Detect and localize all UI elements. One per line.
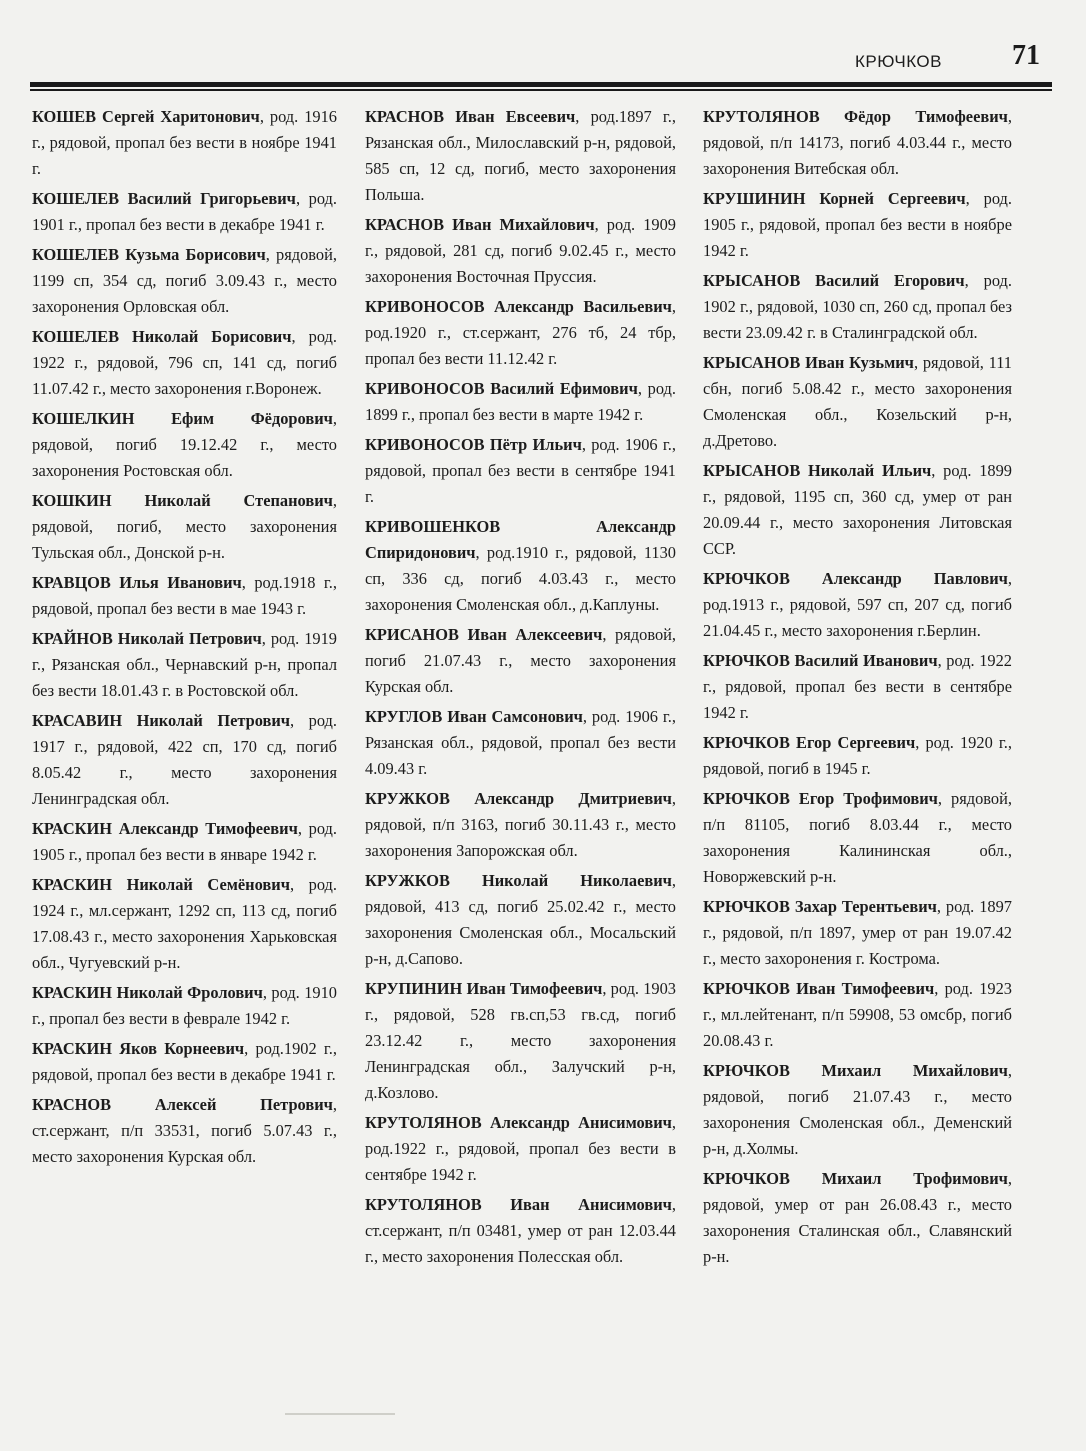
list-item [703,268,1012,346]
entry-name: КРЫСАНОВ Иван Кузьмич [703,353,914,372]
column-2 [365,104,676,1274]
list-item [703,458,1012,562]
entry-details: , рядовой, погиб 19.12.42 г., место захоронения Ростовская обл. [32,409,337,480]
entry-name: КРИВОШЕНКОВ Александр Спиридонович [365,517,676,562]
entry-details: , рядовой, п/п 3163, погиб 30.11.43 г., место захоронения Запорожская обл. [365,789,676,860]
list-item [365,868,676,972]
entry-name: КРЮЧКОВ Егор Трофимович [703,789,938,808]
entry-name: КРЮЧКОВ Захар Терентьевич [703,897,937,916]
list-item [365,1110,676,1188]
entry-details: , род. 1903 г., рядовой, 528 гв.сп,53 гв.сд, погиб 23.12.42 г., место захоронения Ленинградская обл., Залучский р-н, д.Козлово. [365,979,676,1102]
running-head: КРЮЧКОВ [855,52,942,71]
list-item [365,376,676,428]
entry-details: , род. 1905 г., пропал без вести в январе 1942 г. [32,819,337,864]
entry-name: КОШКИН Николай Степанович [32,491,333,510]
entry-details: , род. 1899 г., пропал без вести в марте 1942 г. [365,379,676,424]
entry-name: КРАСКИН Николай Фролович [32,983,263,1002]
column-1 [32,104,337,1174]
page-header [30,40,1052,80]
entry-name: КРЫСАНОВ Николай Ильич [703,461,932,480]
list-item [703,1058,1012,1162]
list-item [32,708,337,812]
entry-details: , ст.сержант, п/п 33531, погиб 5.07.43 г., место захоронения Курская обл. [32,1095,337,1166]
entry-name: КРАСАВИН Николай Петрович [32,711,291,730]
entry-name: КРУПИНИН Иван Тимофеевич [365,979,603,998]
list-item [32,406,337,484]
entry-name: КРЮЧКОВ Александр Павлович [703,569,1008,588]
entry-name: КРАЙНОВ Николай Петрович [32,629,262,648]
list-item [703,186,1012,264]
entry-details: , род. 1905 г., рядовой, пропал без вести в ноябре 1942 г. [703,189,1012,260]
entry-name: КРАСНОВ Алексей Петрович [32,1095,333,1114]
entry-name: КРУГЛОВ Иван Самсонович [365,707,583,726]
list-item [365,104,676,208]
entry-details: , рядовой, погиб, место захоронения Тульская обл., Донской р-н. [32,491,337,562]
entry-name: КРИВОНОСОВ Александр Васильевич [365,297,672,316]
entry-details: , род. 1919 г., Рязанская обл., Чернавский р-н, пропал без вести 18.01.43 г. в Ростовской обл. [32,629,337,700]
entry-name: КРУЖКОВ Александр Дмитриевич [365,789,672,808]
entry-name: КРУТОЛЯНОВ Александр Анисимович [365,1113,672,1132]
entry-details: , рядовой, погиб 21.07.43 г., место захоронения Смоленская обл., Деменский р-н, д.Холмы. [703,1061,1012,1158]
list-item [32,488,337,566]
list-item [365,704,676,782]
entry-name: КРАВЦОВ Илья Иванович [32,573,242,592]
entry-details: , рядовой, 111 сбн, погиб 5.08.42 г., место захоронения Смоленская обл., Козельский р-н, д.Дретово. [703,353,1012,450]
list-item [703,730,1012,782]
entry-name: КРАСКИН Александр Тимофеевич [32,819,298,838]
list-item [365,294,676,372]
list-item [365,212,676,290]
list-item [32,104,337,182]
entry-details: , род.1910 г., рядовой, 1130 сп, 336 сд, погиб 4.03.43 г., место захоронения Смоленская обл., д.Каплуны. [365,543,676,614]
list-item [32,242,337,320]
entry-details: , рядовой, умер от ран 26.08.43 г., место захоронения Сталинская обл., Славянский р-н. [703,1169,1012,1266]
list-item [32,1092,337,1170]
list-item [365,514,676,618]
header-rule-thin [30,89,1052,91]
entry-details: , род. 1922 г., рядовой, 796 сп, 141 сд, погиб 11.07.42 г., место захоронения г.Воронеж. [32,327,337,398]
list-item [703,104,1012,182]
entry-details: , род.1913 г., рядовой, 597 сп, 207 сд, погиб 21.04.45 г., место захоронения г.Берлин. [703,569,1012,640]
entry-name: КРЮЧКОВ Михаил Михайлович [703,1061,1008,1080]
entry-details: , рядовой, 1199 сп, 354 сд, погиб 3.09.43 г., место захоронения Орловская обл. [32,245,337,316]
entry-name: КОШЕЛЕВ Василий Григорьевич [32,189,296,208]
entry-name: КРЮЧКОВ Егор Сергеевич [703,733,916,752]
entry-name: КОШЕЛЕВ Кузьма Борисович [32,245,266,264]
list-item [32,816,337,868]
entry-details: , род. 1916 г., рядовой, пропал без вести в ноябре 1941 г. [32,107,337,178]
list-item [703,648,1012,726]
list-item [32,626,337,704]
entry-name: КРИСАНОВ Иван Алексеевич [365,625,603,644]
scan-mark [285,1413,395,1415]
entry-details: , род. 1906 г., рядовой, пропал без вести в сентябре 1941 г. [365,435,676,506]
entry-details: , род. 1906 г., Рязанская обл., рядовой, пропал без вести 4.09.43 г. [365,707,676,778]
entry-details: , род. 1917 г., рядовой, 422 сп, 170 сд, погиб 8.05.42 г., место захоронения Ленинградская обл. [32,711,337,808]
list-item [365,622,676,700]
entry-details: , род.1902 г., рядовой, пропал без вести в декабре 1941 г. [32,1039,337,1084]
entry-details: , род.1897 г., Рязанская обл., Милославский р-н, рядовой, 585 сп, 12 сд, погиб, место захоронения Польша. [365,107,676,204]
list-item [703,894,1012,972]
entry-name: КРЮЧКОВ Иван Тимофеевич [703,979,935,998]
entry-details: , род. 1909 г., рядовой, 281 сд, погиб 9.02.45 г., место захоронения Восточная Пруссия. [365,215,676,286]
list-item [365,976,676,1106]
entry-name: КРУЖКОВ Николай Николаевич [365,871,672,890]
entry-name: КРЮЧКОВ Михаил Трофимович [703,1169,1008,1188]
entry-details: , род. 1922 г., рядовой, пропал без вести в сентябре 1942 г. [703,651,1012,722]
list-item [703,786,1012,890]
entry-details: , род.1918 г., рядовой, пропал без вести в мае 1943 г. [32,573,337,618]
entry-details: , род. 1897 г., рядовой, п/п 1897, умер от ран 19.07.42 г., место захоронения г. Кострома. [703,897,1012,968]
entry-details: , рядовой, 413 сд, погиб 25.02.42 г., место захоронения Смоленская обл., Мосальский р-н, д.Сапово. [365,871,676,968]
entry-details: , род. 1901 г., пропал без вести в декабре 1941 г. [32,189,337,234]
entry-details: , род. 1899 г., рядовой, 1195 сп, 360 сд, умер от ран 20.09.44 г., место захоронения Литовская ССР. [703,461,1012,558]
entry-name: КРУШИНИН Корней Сергеевич [703,189,966,208]
entry-name: КРУТОЛЯНОВ Фёдор Тимофеевич [703,107,1008,126]
list-item [32,980,337,1032]
list-item [32,1036,337,1088]
entry-name: КРЫСАНОВ Василий Егорович [703,271,965,290]
entry-details: , рядовой, погиб 21.07.43 г., место захоронения Курская обл. [365,625,677,696]
column-3 [703,104,1012,1274]
list-item [703,350,1012,454]
entry-details: , род. 1924 г., мл.сержант, 1292 сп, 113 сд, погиб 17.08.43 г., место захоронения Харьковская обл., Чугуевский р-н. [32,875,337,972]
entry-details: , ст.сержант, п/п 03481, умер от ран 12.03.44 г., место захоронения Полесская обл. [365,1195,676,1266]
list-item [365,1192,676,1270]
header-rule-thick [30,82,1052,87]
entry-name: КРАСКИН Яков Корнеевич [32,1039,245,1058]
entry-name: КРЮЧКОВ Василий Иванович [703,651,938,670]
entry-name: КОШЕВ Сергей Харитонович [32,107,260,126]
entry-name: КРУТОЛЯНОВ Иван Анисимович [365,1195,672,1214]
entry-columns [32,104,1032,1424]
list-item [32,872,337,976]
page-number: 71 [1012,40,1040,71]
list-item [365,786,676,864]
list-item [703,566,1012,644]
list-item [32,570,337,622]
entry-name: КРАСНОВ Иван Михайлович [365,215,595,234]
entry-name: КОШЕЛКИН Ефим Фёдорович [32,409,333,428]
list-item [703,976,1012,1054]
entry-details: , род. 1902 г., рядовой, 1030 сп, 260 сд, пропал без вести 23.09.42 г. в Сталинградской обл. [703,271,1012,342]
entry-details: , род. 1923 г., мл.лейтенант, п/п 59908, 53 омсбр, погиб 20.08.43 г. [703,979,1012,1050]
entry-details: , род. 1920 г., рядовой, погиб в 1945 г. [703,733,1012,778]
entry-name: КРИВОНОСОВ Василий Ефимович [365,379,638,398]
entry-details: , рядовой, п/п 14173, погиб 4.03.44 г., место захоронения Витебская обл. [703,107,1012,178]
list-item [32,324,337,402]
list-item [32,186,337,238]
entry-details: , род. 1910 г., пропал без вести в феврале 1942 г. [32,983,337,1028]
list-item [365,432,676,510]
list-item [703,1166,1012,1270]
entry-details: , род.1922 г., рядовой, пропал без вести в сентябре 1942 г. [365,1113,676,1184]
entry-name: КРАСНОВ Иван Евсеевич [365,107,576,126]
entry-name: КРИВОНОСОВ Пётр Ильич [365,435,582,454]
entry-name: КОШЕЛЕВ Николай Борисович [32,327,292,346]
entry-name: КРАСКИН Николай Семёнович [32,875,290,894]
entry-details: , род.1920 г., ст.сержант, 276 тб, 24 тбр, пропал без вести 11.12.42 г. [365,297,676,368]
entry-details: , рядовой, п/п 81105, погиб 8.03.44 г., место захоронения Калининская обл., Новоржевский р-н. [703,789,1012,886]
